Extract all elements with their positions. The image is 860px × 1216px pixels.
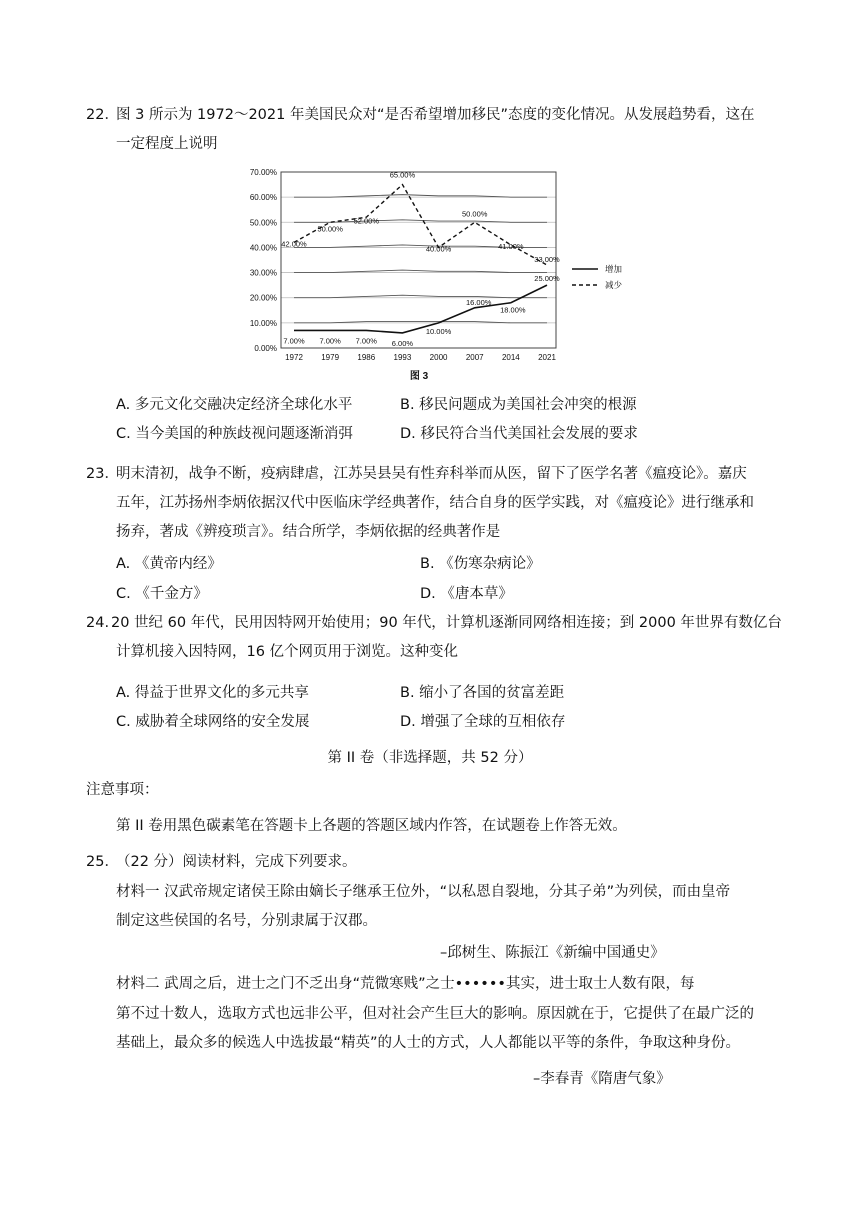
- y-tick-label: 20.00%: [249, 293, 277, 303]
- x-tick-label: 2000: [429, 353, 448, 362]
- y-tick-label: 0.00%: [254, 344, 277, 353]
- y-tick-label: 70.00%: [249, 168, 277, 177]
- q23-stem-line3: 扬弃，著成《辨疫琐言》。结合所学，李炳依据的经典著作是: [116, 524, 501, 540]
- x-tick-label: 1972: [285, 353, 303, 362]
- q24-option-d: D. 增强了全球的互相依存: [400, 714, 566, 730]
- data-label: 52.00%: [353, 216, 380, 226]
- x-tick-label: 2021: [538, 353, 556, 362]
- notice-label: 注意事项：: [86, 782, 159, 798]
- material-2-line2: 第不过十数人，选取方式也远非公平，但对社会产生巨大的影响。原因就在于，它提供了在最广泛的: [116, 1006, 754, 1022]
- legend-entry: 减少: [605, 280, 623, 290]
- data-label: 65.00%: [389, 170, 416, 180]
- q23-option-a: A. 《黄帝内经》: [116, 556, 222, 572]
- data-label: 50.00%: [461, 209, 488, 219]
- q23-option-d: D. 《唐本草》: [420, 586, 513, 602]
- data-label: 7.00%: [319, 336, 341, 346]
- q25-number: 25．: [86, 854, 119, 870]
- chart-legend: [572, 264, 623, 290]
- figure-caption: 图 3: [409, 371, 429, 382]
- data-label: 18.00%: [500, 305, 526, 315]
- data-label: 7.00%: [355, 336, 377, 346]
- q24-stem-line1: 20 世纪 60 年代，民用因特网开始使用；90 年代，计算机逐渐同网络相连接；到 2000 年世界有数亿台: [111, 615, 782, 631]
- q22-stem-line1: 图 3 所示为 1972～2021 年美国民众对“是否希望增加移民”态度的变化情况。从发展趋势看，这在: [116, 107, 755, 123]
- data-label: 50.00%: [317, 224, 343, 234]
- x-tick-label: 2007: [465, 353, 484, 362]
- x-axis-tick-labels: [285, 353, 556, 362]
- section-2-title: 第 II 卷（非选择题，共 52 分）: [327, 750, 533, 766]
- data-label: 41.00%: [498, 241, 524, 251]
- data-label: 25.00%: [534, 274, 560, 284]
- material-2-line3: 基础上，最众多的候选人中选拔最“精英”的人士的方式，人人都能以平等的条件，争取这种身份。: [116, 1035, 741, 1051]
- q22-number: 22．: [86, 107, 119, 123]
- material-1-line1: 材料一 汉武帝规定诸侯王除由嫡长子继承王位外，“以私恩自裂地，分其子弟”为列侯，而由皇帝: [116, 884, 731, 900]
- q22-option-d: D. 移民符合当代美国社会发展的要求: [400, 426, 638, 442]
- data-label: 7.00%: [283, 336, 305, 346]
- figure-3-line-chart: [236, 160, 656, 385]
- q23-number: 23．: [86, 466, 119, 482]
- data-label: 33.00%: [534, 255, 560, 265]
- q22-option-b: B. 移民问题成为美国社会冲突的根源: [400, 397, 637, 413]
- legend-entry: 增加: [605, 264, 623, 274]
- x-tick-label: 2014: [501, 353, 520, 362]
- chart-gridlines: [281, 197, 556, 323]
- q22-stem-line2: 一定程度上说明: [116, 136, 218, 152]
- y-tick-label: 10.00%: [249, 318, 277, 328]
- q25-intro: （22 分）阅读材料，完成下列要求。: [116, 854, 357, 870]
- y-tick-label: 50.00%: [249, 218, 277, 228]
- data-label: 42.00%: [281, 239, 307, 249]
- q22-option-c: C. 当今美国的种族歧视问题逐渐消弭: [116, 426, 353, 442]
- notice-text: 第 II 卷用黑色碳素笔在答题卡上各题的答题区域内作答，在试题卷上作答无效。: [116, 818, 627, 834]
- material-1-source: –邱树生、陈振江《新编中国通史》: [440, 945, 665, 961]
- q24-option-c: C. 威胁着全球网络的安全发展: [116, 714, 310, 730]
- data-label: 40.00%: [425, 244, 452, 254]
- x-tick-label: 1986: [357, 353, 376, 362]
- y-axis-tick-labels: [250, 168, 277, 353]
- material-2-source: –李春青《隋唐气象》: [533, 1071, 671, 1087]
- q23-option-b: B. 《伤寒杂病论》: [420, 556, 541, 572]
- material-1-line2: 制定这些侯国的名号，分别隶属于汉郡。: [116, 913, 377, 929]
- q24-stem-line2: 计算机接入因特网，16 亿个网页用于浏览。这种变化: [116, 644, 459, 660]
- q23-stem-line1: 明末清初，战争不断，疫病肆虐，江苏吴县吴有性弃科举而从医，留下了医学名著《瘟疫论》。嘉庆: [116, 466, 747, 482]
- q24-number: 24.: [86, 615, 110, 631]
- q23-stem-line2: 五年，江苏扬州李炳依据汉代中医临床学经典著作，结合自身的医学实践，对《瘟疫论》进行继承和: [116, 495, 754, 511]
- x-tick-label: 1979: [321, 353, 340, 362]
- data-label: 16.00%: [465, 297, 492, 307]
- q23-option-c: C. 《千金方》: [116, 586, 208, 602]
- y-tick-label: 30.00%: [249, 268, 277, 278]
- x-tick-label: 1993: [393, 353, 412, 362]
- q22-option-a: A. 多元文化交融决定经济全球化水平: [116, 397, 353, 413]
- y-tick-label: 40.00%: [249, 243, 277, 253]
- material-2-line1: 材料二 武周之后，进士之门不乏出身“荒微寒贱”之士••••••其实，进士取士人数有限，每: [116, 976, 695, 992]
- q24-option-a: A. 得益于世界文化的多元共享: [116, 685, 309, 701]
- q24-option-b: B. 缩小了各国的贫富差距: [400, 685, 565, 701]
- data-label: 6.00%: [391, 338, 414, 348]
- y-tick-label: 60.00%: [249, 193, 277, 203]
- data-label: 10.00%: [425, 326, 452, 336]
